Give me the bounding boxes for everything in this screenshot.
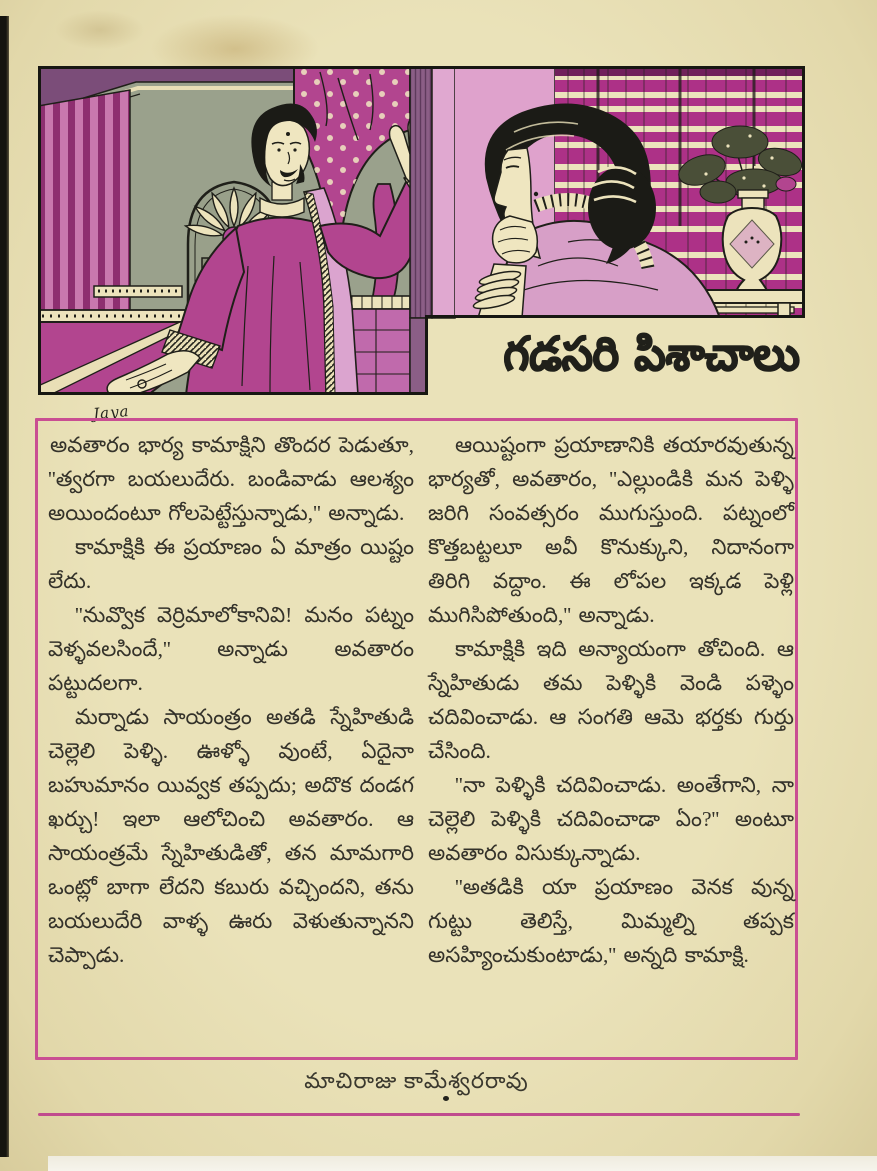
scan-edge-left xyxy=(0,16,9,1157)
paragraph: ''నా పెళ్ళికి చదివించాడు. అంతేగాని, నా చెల్లెలి పెళ్ళికి చదివించాడా ఏం?'' అంటూ అవతారం విసుక్కున్నాడు. xyxy=(428,773,794,865)
story-text-box xyxy=(35,418,798,1060)
window-rail xyxy=(94,286,182,297)
paragraph: కామాక్షికి ఈ ప్రయాణం ఏ మాత్రం యిష్టం లేదు. xyxy=(48,535,414,593)
paragraph: ''నువ్వొక వెర్రిమాలోకానివి! మనం పట్నం వెళ్ళవలసిందే,'' అన్నాడు అవతారం పట్టుదలగా. xyxy=(48,603,414,695)
scan-edge-bottom xyxy=(48,1156,877,1171)
woman-panel xyxy=(455,66,805,318)
paragraph: ''అతడికి యా ప్రయాణం వెనక వున్న గుట్టు తెలిస్తే, మిమ్మల్ని తప్పక అసహ్యించుకుంటాడు,'' అన్నది కామాక్షి. xyxy=(428,875,794,967)
paragraph: అవతారం భార్య కామాక్షిని తొందర పెడుతూ, ''త్వరగా బయలుదేరు. బండివాడు ఆలశ్యం అయిందంటూ గోలపెట్టేస్తున్నాడు,'' అన్నాడు. xyxy=(48,433,414,525)
paper-stain xyxy=(55,10,145,50)
man-panel xyxy=(38,66,454,395)
bottom-rule xyxy=(38,1113,800,1116)
left-column xyxy=(48,428,414,1048)
author-name: మాచిరాజు కామేశ్వరరావు xyxy=(304,1068,529,1093)
paragraph: ఆయిష్టంగా ప్రయాణానికి తయారవుతున్న భార్యతో, అవతారం, ''ఎల్లుండికి మన పెళ్ళి జరిగి సంవత్సరం ముగుస్తుంది. పట్నంలో కొత్తబట్టలూ అవీ కొనుక్కుని, నిదానంగా తిరిగి వద్దాం. ఈ లోపల ఇక్కడ పెళ్లి ముగిసిపోతుంది,'' అన్నాడు. xyxy=(428,433,794,627)
right-column xyxy=(428,428,794,1048)
paragraph: మర్నాడు సాయంత్రం అతడి స్నేహితుడి చెల్లెలి పెళ్ళి. ఊళ్ళో వుంటే, ఏదైనా బహుమానం యివ్వక తప్పదు; అదొక దండగ ఖర్చు! ఇలా ఆలోచించి అవతారం. ఆ సాయంత్రమే స్నేహితుడితో, తన మామగారి ఒంట్లో బాగా లేదని కబురు వచ్చిందని, తను బయలుదేరి వాళ్ళ ఊరు వెళుతున్నానని చెప్పాడు. xyxy=(48,705,414,967)
artist-signature: Jaya xyxy=(92,401,131,424)
story-title: గడసరి పిశాచాలు xyxy=(502,325,800,382)
paragraph: కామాక్షికి ఇది అన్యాయంగా తోచింది. ఆ స్నేహితుడు తమ పెళ్ళికి వెండి పళ్ళెం చదివించాడు. ఆ సంగతి ఆమె భర్తకు గుర్తు చేసింది. xyxy=(428,637,794,763)
